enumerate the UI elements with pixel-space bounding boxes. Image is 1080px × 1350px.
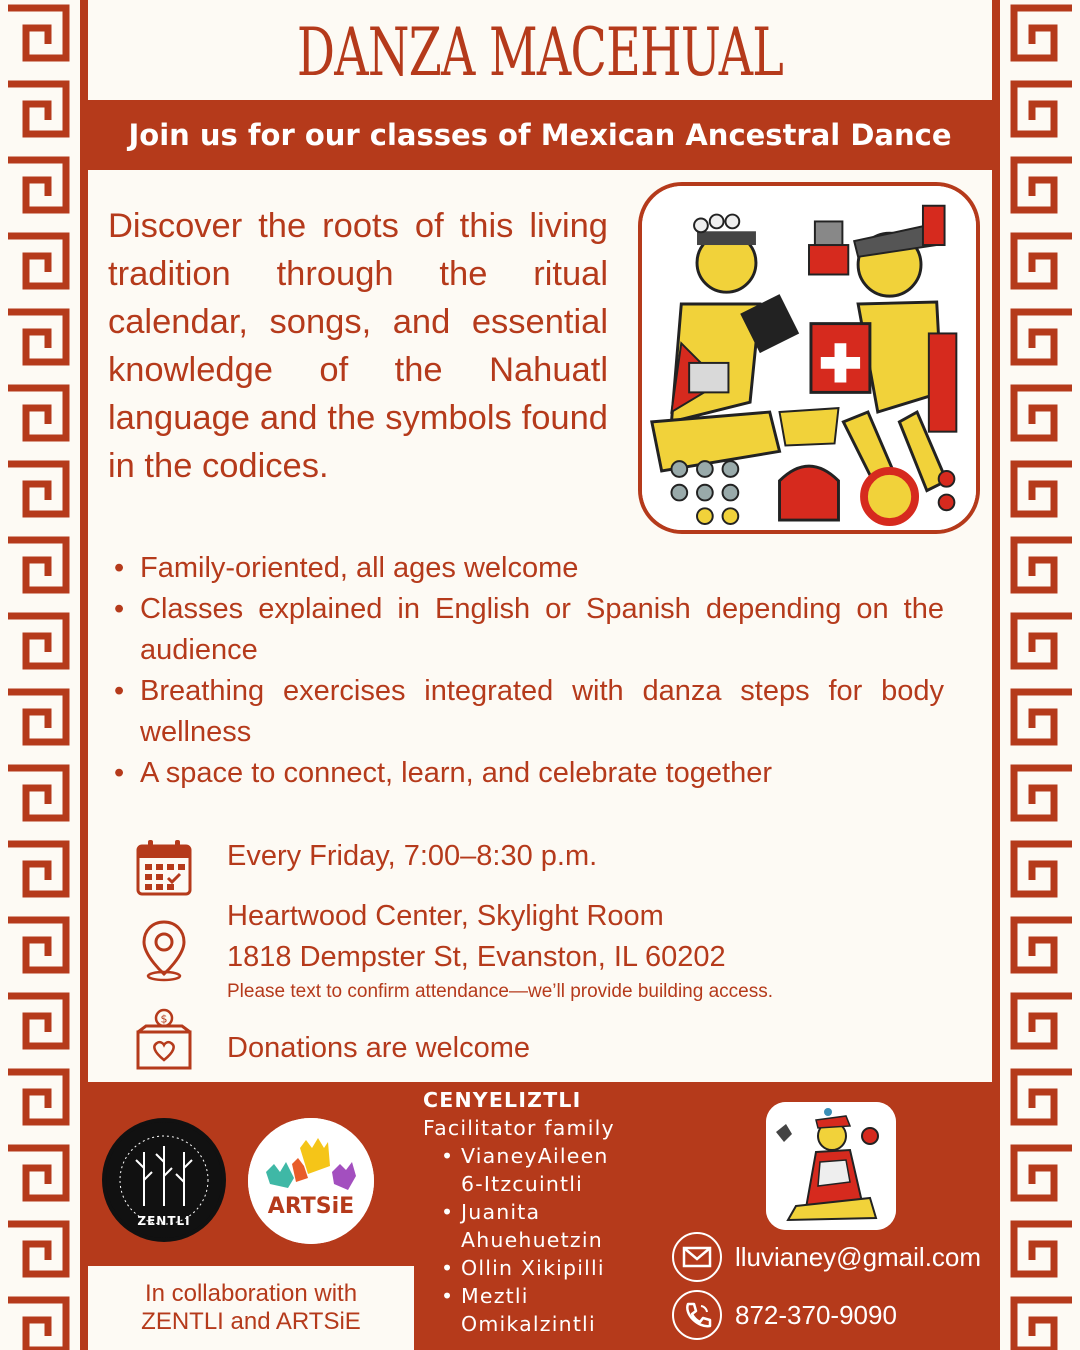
group-subtitle: Facilitator family [423,1116,615,1140]
left-meander-border [0,0,88,1350]
facilitator-name-line2: Omikalzintli [461,1312,596,1336]
facilitator-name-line2: 6-Itzcuintli [461,1172,584,1196]
list-item [461,1282,663,1338]
zentli-logo-text: ZENTLI [137,1214,191,1228]
codex-illustration [638,182,980,534]
email-contact[interactable] [672,1232,992,1286]
phone-icon [672,1290,722,1340]
svg-text:$: $ [160,1012,168,1026]
collaboration-line-2: ZENTLI and ARTSiE [141,1308,361,1335]
email-icon [672,1232,722,1282]
address-text: 1818 Dempster St, Evanston, IL 60202 [227,941,726,973]
venue-text: Heartwood Center, Skylight Room [227,900,664,932]
facilitator-name: • Meztli [461,1284,529,1308]
list-item: • Classes explained in English or Spanish depending on the audience [140,589,944,671]
list-item [461,1142,663,1198]
list-item: • Family-oriented, all ages welcome [140,548,944,589]
facilitator-name: • Juanita [461,1200,541,1224]
location-pin-icon [132,918,196,982]
schedule-text: Every Friday, 7:00–8:30 p.m. [227,840,598,872]
phone-contact[interactable] [672,1290,992,1344]
attendance-note: Please text to confirm attendance—we’ll provide building access. [227,981,774,1002]
artsie-logo [248,1118,374,1244]
facilitators-block [423,1086,663,1338]
zentli-logo [102,1118,226,1242]
intro-paragraph: Discover the roots of this living tradition through the ritual calendar, songs, and essential knowledge of the Nahuatl language and the symbols found in the codices. [108,207,608,485]
donations-text: Donations are welcome [227,1032,531,1064]
banner-text: Join us for our classes of Mexican Ancestral Dance [128,118,952,152]
group-name: CENYELIZTLI [423,1088,582,1112]
collaboration-line-1: In collaboration with [144,1280,358,1307]
facilitator-name: • Ollin Xikipilli [461,1256,605,1280]
page-title: DANZA MACEHUAL [296,14,784,91]
list-item [461,1254,663,1282]
facilitator-name-line2: Ahuehuetzin [461,1228,603,1252]
facilitator-name: • VianeyAileen [461,1144,609,1168]
footer [88,1082,992,1350]
list-item: • A space to connect, learn, and celebrate together [140,753,944,794]
phone-number[interactable]: 872-370-9090 [735,1300,897,1330]
artsie-logo-text: ARTSiE [267,1194,355,1219]
feature-list [140,548,944,794]
subtitle-banner [88,100,992,170]
right-meander-border [992,0,1080,1350]
list-item: • Breathing exercises integrated with danza steps for body wellness [140,671,944,753]
main-content [88,0,992,1350]
email-address[interactable]: lluvianey@gmail.com [735,1242,982,1272]
codex-figure-image [766,1102,896,1230]
list-item [461,1198,663,1254]
calendar-icon [132,836,196,900]
facilitator-list [423,1142,663,1338]
collaboration-box [88,1266,414,1350]
donation-box-icon [132,1008,196,1072]
